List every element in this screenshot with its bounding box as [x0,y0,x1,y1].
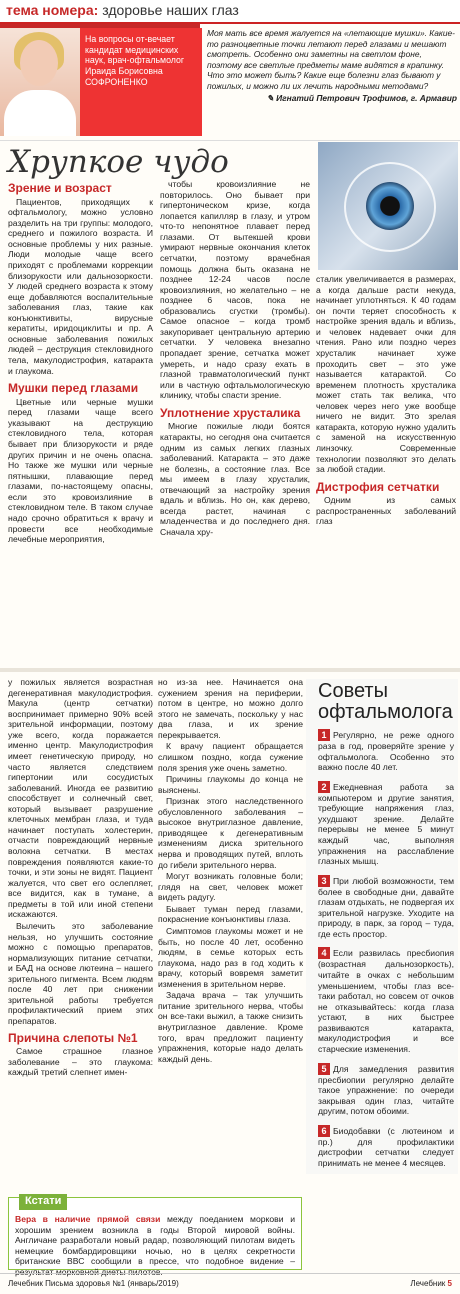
doctor-photo [0,28,80,136]
paragraph: Многие пожилые люди боятся катаракты, но сегодня она считается одним из самых легких глазных заболеваний. Катаракта – это даже не болезнь, а состояние глаз. Все мы имеем в глазу хрусталик, отвечающий за настройку зрения вдаль и вблизь. Но он, как дерево, всегда растет, начиная с младенчества и до последнего дня. Сначала хру- [160,421,310,538]
tip-item: 3 При любой возможности, тем более в свободные дни, давайте глазам отдыхать, не подвергая их зрительной нагрузке. Уходите на природу, в парк, за город – туда, где есть простор. [318,875,454,939]
paragraph: Причины глаукомы до конца не выяснены. [158,774,303,795]
paragraph: Симптомов глаукомы может и не быть, но после 40 лет, особенно людям, в семье которых есть глаукома, надо раз в год ходить к врачу, который вовремя заметит изменения в зрительном нерве. [158,925,303,989]
heading-vision-age: Зрение и возраст [8,181,112,195]
page-fold [0,668,460,672]
tip-item: 2 Ежедневная работа за компьютером и другие занятия, требующие напряжения глаз, ухудшают зрение. Делайте перерывы не менее 5 минут каждый час, выполняя упражнения на расслабление глазных мышц. [318,781,454,867]
article-title: Хрупкое чудо [8,144,229,180]
doctor-intro: На вопросы от-вечает кандидат медицинских наук, врач-офтальмолог Ираида Борисовна СОФРОНЕНКО [85,34,185,87]
article-col-4 [8,677,153,1079]
article-col-2 [160,179,310,539]
tips-title: Советы офтальмолога [318,680,453,723]
topic-title: здоровье наших глаз [102,2,239,19]
paragraph: Самое страшное глазное заболевание – это глаукома: каждый третий слепнет имен- [8,1046,153,1078]
paragraph: Одним из самых распространенных заболеваний глаз [316,495,456,527]
topic-header [0,0,460,24]
eye-photo [318,142,458,270]
tip-item: 1 Регулярно, не реже одного раза в год, проверяйте зрение у офтальмолога. Особенно это важно после 40 лет. [318,730,454,773]
tip-item: 6 Биодобавки (с лютеином и пр.) для профилактики дистрофии сетчатки следует принимать не менее 4 месяцев. [318,1125,454,1168]
by-the-way-text: Вера в наличие прямой связи между поеданием моркови и хорошим зрением возникла в годы Второй мировой войны. Англичане разработали новый радар, позволяющий пилотам видеть немецкие бомбардировщики ночью, но в целях секретности британские ВВС сообщили в прессе, что подобное видение – результат морковной диеты пилотов. [15,1214,295,1277]
letter-signature: ✎ Игнатий Петрович Трофимов, г. Армавир [266,93,457,103]
doctor-box [0,28,202,136]
article-col-1 [8,179,153,546]
separator [0,140,460,141]
paragraph: но из-за нее. Начинается она сужением зрения на периферии, потом в центре, но можно долго этого не замечать, поскольку у нас два глаза, и их зрение перекрывается. [158,677,303,740]
letter-text: Моя мать все время жалуется на «летающие мушки». Какие-то разноцветные точки летают перед глазами и мешают смотреть. Особенно они заметны на светлом фоне, поэтому все светлые предметы маме видятся в крапинку. Что это может быть? Какие еще болезни глаз бывают у пожилых, и можно ли их лечить народными методами? [207,28,455,91]
paragraph: Цветные или черные мушки перед глазами чаще всего указывают на деструкцию стекловидного тела, которая бывает при близорукости и ряде других причин и не очень опасна. Но также же мушки или черные пятнышки, плавающие перед глазами, по-настоящему опасны, если это кровоизлияние в стекловидном теле. В таком случае надо срочно обратиться к врачу и провести все необходимые лечебные мероприятия, [8,396,153,545]
heading-floaters: Мушки перед глазами [8,381,139,396]
footer-publication: Лечебник Письма здоровья №1 (январь/2019) [8,1279,179,1289]
footer-page: Лечебник 5 [410,1279,452,1289]
by-the-way-box [8,1195,302,1277]
tip-item: 4 Если развилась пресбиопия (возрастная дальнозоркость), читайте в очках с небольшим уменьшением, чтобы глаз все-таки работал, но совсем от очков не отказывайтесь: когда глаза устают, в них быстрее развиваются катаракта, макулодистрофия и все старческие изменения. [318,948,454,1054]
page-footer [0,1273,460,1294]
paragraph: Могут возникать головные боли; глядя на свет, человек может видеть радугу. [158,871,303,903]
paragraph: Вылечить это заболевание нельзя, но улучшить состояние можно с помощью препаратов, нормализующих питание сетчатки, и БАД на основе лютеина – нашего зрительного пигмента. Всем людям после 40 лет при снижении зрительной работы требуется профилактический прием этих препаратов. [8,920,153,1026]
paragraph: чтобы кровоизлияние не повторилось. Оно бывает при гипертоническом кризе, когда лопается капилляр в глазу, и утром что-то непонятное плавает перед глазами. От вытекшей крови умирают нервные окончания клеток сетчатки, поэтому врачебная помощь должна быть оказана не позднее 12-24 часов после кровоизлияния, но желательно – не позднее 6 часов, пока не образовались сгустки (тромбы). Самое опасное – когда тромб закупоривает центральную артерию сетчатки. У человека внезапно пропадает зрение, сетчатка может умереть, и надо сразу ехать в глазной травматологический пункт или в частную офтальмологическую клинику, чтобы спасти зрение. [160,179,310,401]
paragraph: Задача врача – так улучшить питание зрительного нерва, чтобы он все-таки выжил, а также снизить внутриглазное давление. Кроме того, врач предложит пациенту упражнения, которые надо делать каждый день. [158,990,303,1064]
paragraph: Бывает туман перед глазами, покраснение конъюнктивы глаза. [158,903,303,925]
article-col-3 [316,274,456,528]
paragraph: К врачу пациент обращается слишком поздно, когда сужение поля зрения уже очень заметно. [158,741,303,773]
reader-letter [207,28,457,104]
topic-label: тема номера: [6,2,99,19]
tips-box [306,679,458,1174]
paragraph: сталик увеличивается в размерах, а когда дальше расти некуда, начинает уплотняться. К 40 годам он почти теряет способность к настройке зрения вдаль и вблизь, и человек надевает очки для чтения. Рано или поздно через хрусталик начинает хуже проходить свет – это уже называется катарактой. Со временем плотность хрусталика может стать так велика, что человек через него уже вообще ничего не видит. Это зрелая катаракта, которую нужно удалить с заменой на искусственную линзочку. Современные технологии позволяют это делать за любой стадии. [316,274,456,475]
by-the-way-tag: Кстати [19,1194,67,1210]
heading-retina: Дистрофия сетчатки [316,479,440,494]
paragraph: у пожилых является возрастная дегенеративная макулодистрофия. Макула (центр сетчатки) воспринимает примерно 90% всей зрительной информации, поэтому уже всего, когда поражается именно центр. Макулодистрофия имеет генетическую природу, но часто является следствием гипертонии или сосудистых заболеваний. Иногда ее развитию способствует и солнечный свет, который вызывает разрушение клеточных мембран глаза, и туда начинает поступать холестерин, отчасти повреждающий нервные волокна сетчатки. В местах повреждения появляются какие-то точки, и эти зоны не видят. Пациент жалуется, что свет его ослепляет, все видится, как в тумане, а предметы в той или иной степени искажаются. [8,677,153,920]
tip-item: 5 Для замедления развития пресбиопии регулярно делайте такое упражнение: по очереди закрывая один глаз, читайте другим, потом обоими. [318,1063,454,1117]
heading-lens: Уплотнение хрусталика [160,405,301,420]
iris-icon [366,182,414,230]
article-col-5 [158,677,303,1065]
heading-glaucoma: Причина слепоты №1 [8,1030,138,1045]
paragraph: Пациентов, приходящих к офтальмологу, можно условно разделить на три группы: молодого, среднего и пожилого возраста. И основные проблемы у них разные. Люди молодые чаще всего приходят с проблемами коррекции близорукости или дальнозоркости. У людей среднего возраста к этому еще добавляются воспалительные заболевания глаз, такие как конъюнктивиты, вирусные кератиты, иридоциклиты и пр. А основные заболевания пожилых людей – деструкция стекловидного тела, макулодистрофия, катаракта и глаукома. [8,196,153,376]
paragraph: Признак этого наследственного обусловленного заболевания – высокое внутриглазное давление, приводящее к дегенеративным изменениям диска зрительного нерва и проводящих путей, вплоть до гибели зрительного нерва. [158,796,303,870]
